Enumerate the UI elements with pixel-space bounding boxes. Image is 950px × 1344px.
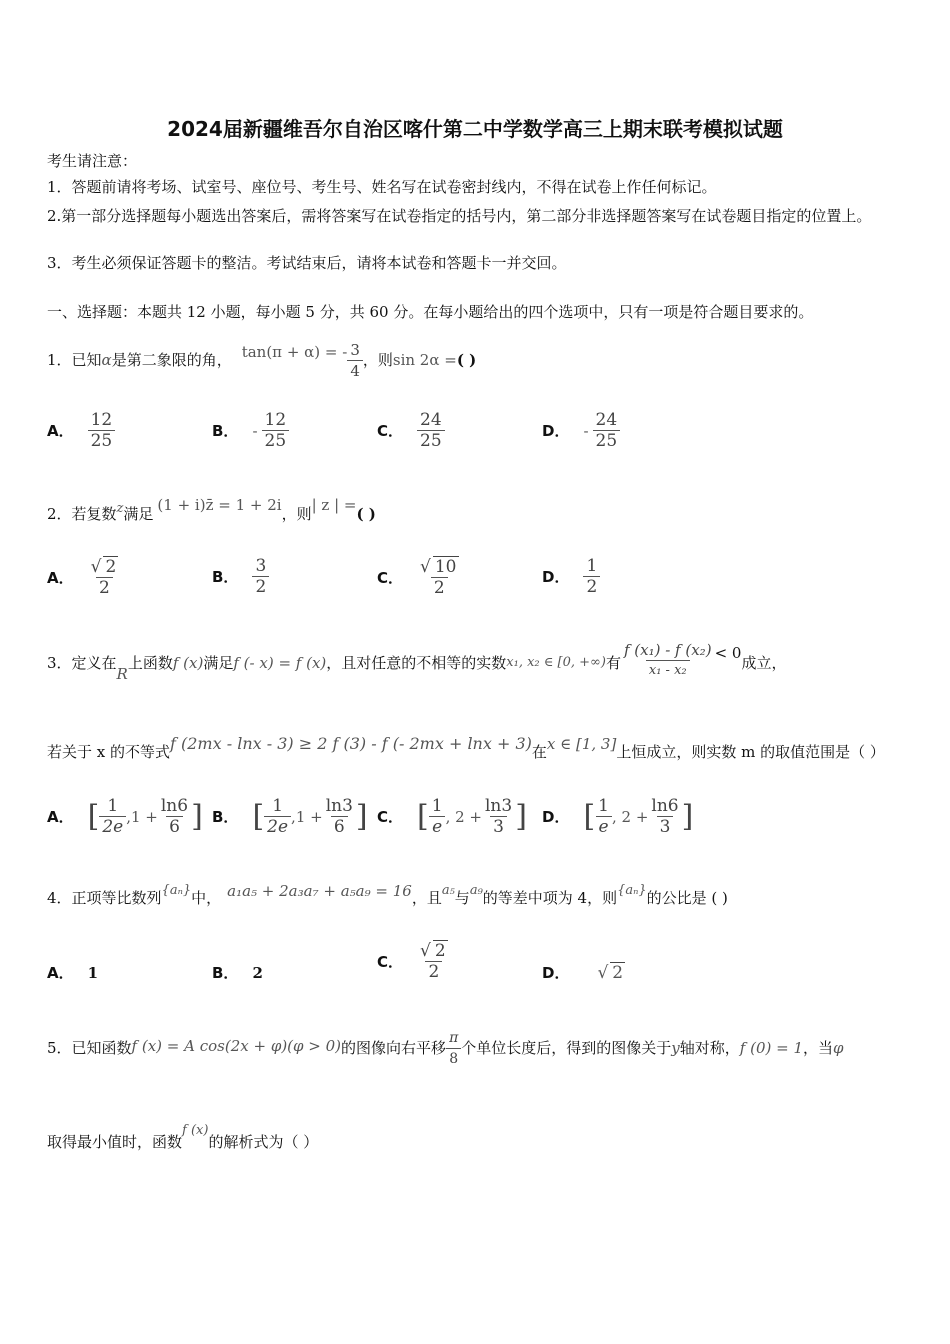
q3-fx: f (x) <box>172 654 204 672</box>
q3-frac-den: x₁ - x₂ <box>646 660 690 681</box>
q5-t2: 个单位长度后，得到的图像关于 <box>461 1039 672 1057</box>
q3-t5: 成立， <box>741 654 787 672</box>
q3-t4: 有 <box>605 654 621 672</box>
q3-prefix: 3．定义在 <box>47 654 117 672</box>
q2-then: ，则 <box>281 505 312 523</box>
q2-paren: ( ) <box>356 505 376 523</box>
q3-domain: x ∈ [1, 3] <box>546 735 617 753</box>
option-label: D． <box>542 964 570 982</box>
q5-line2b: 的解析式为（ ） <box>208 1133 319 1151</box>
option-num: 24 <box>595 410 618 430</box>
q5-t4: ，当 <box>803 1039 834 1057</box>
q5-shift-fraction <box>446 1028 461 1069</box>
option-b-num: ln3 <box>325 796 353 816</box>
q4-equation: a₁a₅ + 2a₃a₇ + a₅a₉ = 16 <box>227 882 412 900</box>
q3-option-d[interactable]: D． [ $\frac{1}{e}$ , 2 + $\frac{\ln 6}{3}$ ] <box>542 796 694 837</box>
q2-option-c[interactable]: C． $\frac{√ 10}{2}$ <box>377 557 457 598</box>
option-b-den: 6 <box>166 816 183 837</box>
option-b-den: 3 <box>490 816 507 837</box>
option-sign: - <box>583 421 589 440</box>
option-den: 25 <box>593 430 621 451</box>
option-den: 25 <box>88 430 116 451</box>
question-2 <box>47 494 376 534</box>
q4-seq-2: {aₙ} <box>617 883 647 898</box>
q5-y: y <box>671 1039 680 1057</box>
option-b-pre: ,1 + <box>291 807 323 826</box>
q4-option-d[interactable]: D． √ 2 <box>542 963 624 983</box>
q3-lt0: < 0 <box>714 644 742 662</box>
notice-item-3: 3．考生必须保证答题卡的整洁。考试结束后，请将本试卷和答题卡一并交回。 <box>47 254 567 272</box>
option-den: 2 <box>425 961 442 982</box>
option-den: 25 <box>262 430 290 451</box>
q4-t5: 的公比是 ( ) <box>646 889 728 907</box>
q3-R: R <box>116 665 128 683</box>
option-label: C． <box>377 422 404 440</box>
q3-t3: ，且对任意的不相等的实数 <box>326 654 507 672</box>
notice-item-2: 2.第一部分选择题每小题选出答案后，需将答案写在试卷指定的括号内，第二部分非选择题答案写在试卷题目指定的位置上。 <box>47 207 872 225</box>
q4-option-b[interactable] <box>212 962 263 983</box>
q3-eq1: f (- x) = f (x) <box>233 654 327 672</box>
option-den: 25 <box>417 430 445 451</box>
q2-ask: | z | = <box>311 496 357 514</box>
q4-t1: 中， <box>191 889 222 907</box>
option-a-den: e <box>429 816 445 837</box>
q1-then: ，则 <box>362 351 393 369</box>
option-b-num: ln6 <box>651 796 679 816</box>
q2-equation: (1 + i)z̄ = 1 + 2i <box>157 496 282 514</box>
q5-line2a: 取得最小值时，函数 <box>47 1133 183 1151</box>
q5-t3: 轴对称， <box>679 1039 740 1057</box>
option-den: 2 <box>96 577 113 598</box>
question-5-line-2 <box>47 1122 318 1162</box>
option-a-den: 2e <box>99 816 126 837</box>
option-label: D． <box>542 422 570 440</box>
q3-t1: 上函数 <box>127 654 173 672</box>
q4-seq: {aₙ} <box>161 883 192 898</box>
q2-mid: 满足 <box>123 505 154 523</box>
option-b-pre: , 2 + <box>445 807 482 826</box>
q5-fx-2: f (x) <box>182 1123 209 1138</box>
q1-option-d[interactable] <box>542 410 620 451</box>
option-den: 2 <box>252 576 269 597</box>
q4-a5: a₅ <box>441 883 455 898</box>
option-num: 24 <box>420 410 442 430</box>
q3-vars: x₁, x₂ ∈ [0, +∞) <box>506 655 606 670</box>
page-title: 2024届新疆维吾尔自治区喀什第二中学数学高三上期末联考模拟试题 <box>167 117 783 141</box>
q1-mid: 是第二象限的角， <box>111 351 232 369</box>
q3-inequality: f (2mx - lnx - 3) ≥ 2 f (3) - f (- 2mx + lnx + 3) <box>170 734 532 753</box>
q2-z: z <box>116 501 124 516</box>
option-label: C． <box>377 568 404 587</box>
q4-a9: a₉ <box>469 883 483 898</box>
q4-t2: ，且 <box>411 889 442 907</box>
q3-t2: 满足 <box>203 654 234 672</box>
q5-shift-den: 8 <box>446 1048 461 1069</box>
notice-item-1: 1．答题前请将考场、试室号、座位号、考生号、姓名写在试卷密封线内，不得在试卷上作任何标记。 <box>47 178 717 196</box>
q3-line2a: 若关于 x 的不等式 <box>47 743 170 761</box>
q1-eq-fraction <box>347 340 363 381</box>
option-b-den: 6 <box>331 816 348 837</box>
option-radicand: 2 <box>434 941 446 961</box>
q2-option-d[interactable] <box>542 556 600 597</box>
option-b-num: ln6 <box>160 796 189 816</box>
option-a-den: 2e <box>264 816 291 837</box>
option-num: 3 <box>255 556 267 576</box>
option-label: D． <box>542 568 570 586</box>
q5-prefix: 5．已知函数 <box>47 1039 132 1057</box>
q2-option-a[interactable]: A． $\frac{√ 2}{2}$ <box>47 557 117 598</box>
option-b-den: 3 <box>657 816 674 837</box>
q3-line2b: 在 <box>531 743 547 761</box>
q3-frac-num: f (x₁) - f (x₂) <box>623 640 712 659</box>
q4-prefix: 4．正项等比数列 <box>47 889 162 907</box>
q1-equation: tan(π + α) = - <box>241 343 348 361</box>
option-b-num: ln3 <box>484 796 513 816</box>
q5-f0: f (0) = 1 <box>739 1039 803 1057</box>
q5-shift-num: π <box>449 1029 459 1046</box>
option-a-num: 1 <box>598 796 609 816</box>
option-label: B． <box>212 568 239 586</box>
q5-function: f (x) = A cos(2x + φ)(φ > 0) <box>131 1037 342 1055</box>
option-text: 1 <box>87 963 99 982</box>
option-radicand: 2 <box>612 963 624 983</box>
option-label: A． <box>47 808 74 826</box>
q3-option-c[interactable]: C． [ $\frac{1}{e}$ , 2 + $\frac{\ln 3}{3}$ ] <box>377 796 527 837</box>
option-label: C． <box>377 952 404 971</box>
option-num: 12 <box>90 410 113 430</box>
option-text: 2 <box>252 963 263 982</box>
q1-ask: sin 2α = <box>392 351 457 369</box>
option-sign: - <box>252 421 258 440</box>
question-4 <box>47 878 728 918</box>
q4-option-c[interactable]: C． $\frac{√ 2}{2}$ <box>377 941 446 982</box>
q2-option-b[interactable] <box>212 556 269 597</box>
q5-t1: 的图像向右平移 <box>341 1039 447 1057</box>
option-den: 2 <box>431 577 448 598</box>
question-3-line-2 <box>47 732 885 772</box>
option-b-pre: , 2 + <box>612 807 649 826</box>
q5-phi: φ <box>833 1039 844 1057</box>
q4-t4: 的等差中项为 4，则 <box>482 889 618 907</box>
option-label: B． <box>212 964 239 982</box>
option-a-num: 1 <box>431 796 443 816</box>
option-a-num: 1 <box>107 796 119 816</box>
q2-prefix: 2．若复数 <box>47 505 117 523</box>
q3-option-a[interactable]: A． [ $\frac{1}{2e}$ ,1 + $\frac{\ln 6}{6}$ ] <box>47 796 203 837</box>
q1-option-a[interactable] <box>47 410 115 451</box>
option-num: 12 <box>264 410 287 430</box>
q3-option-b[interactable]: B． [ $\frac{1}{2e}$ ,1 + $\frac{\ln 3}{6}$ ] <box>212 796 368 837</box>
option-label: C． <box>377 808 404 826</box>
q1-option-b[interactable] <box>212 410 289 451</box>
option-label: B． <box>212 808 239 826</box>
option-label: A． <box>47 568 74 587</box>
option-radicand: 2 <box>105 557 117 577</box>
option-a-num: 1 <box>272 796 284 816</box>
option-label: A． <box>47 964 74 982</box>
option-a-den: e <box>596 816 612 837</box>
option-label: A． <box>47 422 74 440</box>
section-heading: 一、选择题：本题共 12 小题，每小题 5 分，共 60 分。在每小题给出的四个选项中，只有一项是符合题目要求的。 <box>47 303 814 321</box>
option-den: 2 <box>583 576 600 597</box>
q4-t3: 与 <box>454 889 470 907</box>
q4-option-a[interactable] <box>47 962 98 983</box>
q1-paren: ( ) <box>456 351 477 369</box>
option-label: D． <box>542 808 570 826</box>
q1-prefix: 1．已知 <box>47 351 102 369</box>
option-label: B． <box>212 422 239 440</box>
option-num: 1 <box>586 556 598 576</box>
question-1 <box>47 338 476 382</box>
option-b-pre: ,1 + <box>126 807 158 826</box>
q1-alpha: α <box>101 351 112 369</box>
q3-fraction <box>621 640 715 681</box>
option-radicand: 10 <box>434 557 457 577</box>
question-3-line-1 <box>47 632 786 694</box>
question-5-line-1 <box>47 1024 844 1072</box>
notice-heading: 考生请注意： <box>47 152 138 170</box>
q1-option-c[interactable] <box>377 410 445 451</box>
q1-eq-num: 3 <box>350 340 360 359</box>
q3-line2c: 上恒成立，则实数 m 的取值范围是（ ） <box>616 743 885 761</box>
q1-eq-den: 4 <box>347 360 363 381</box>
